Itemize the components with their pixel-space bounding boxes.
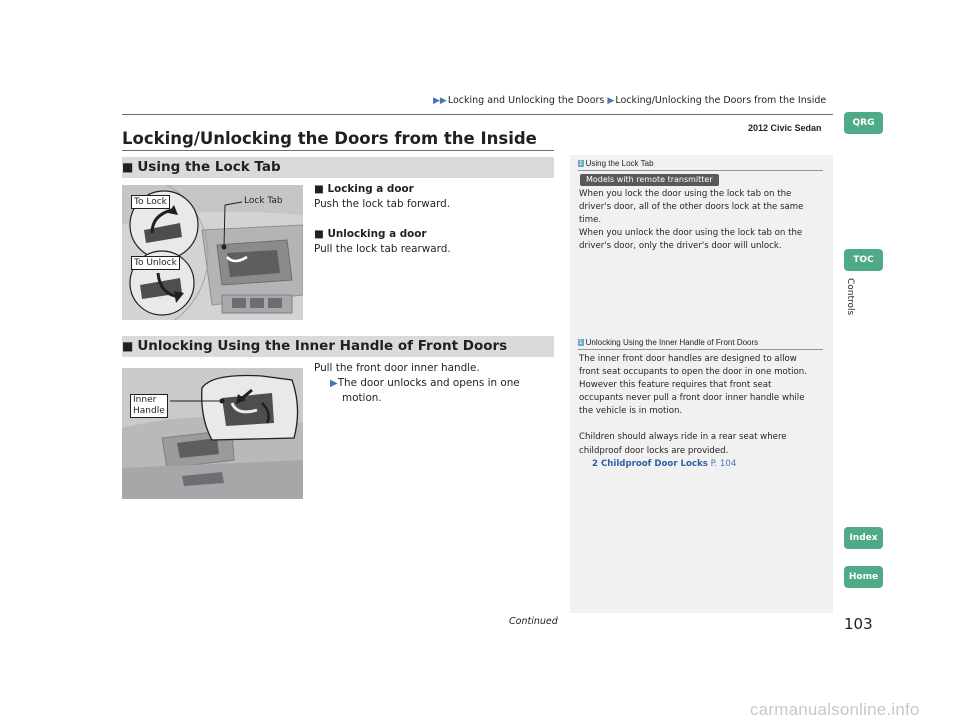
sidebar-note-lock-tab-body — [579, 188, 827, 253]
lock-tab-figure — [122, 185, 303, 320]
breadcrumb-arrow-icon: ▶▶ — [433, 96, 447, 106]
section-square-icon: ■ — [122, 339, 134, 353]
note-line: childproof door locks are provided. — [579, 445, 729, 456]
locking-heading: Locking a door — [327, 183, 414, 195]
note-line: When you lock the door using the lock tab on the — [579, 189, 792, 199]
breadcrumb-arrow-icon: ▶ — [607, 96, 615, 106]
figure-label-to-unlock: To Unlock — [131, 256, 180, 270]
inner-handle-block — [314, 361, 520, 406]
note-title: Using the Lock Tab — [585, 159, 654, 168]
sidebar-note-inner-handle-title — [578, 338, 758, 347]
figure-label-handle: Handle — [133, 406, 165, 416]
locking-text: Push the lock tab forward. — [314, 198, 451, 210]
chapter-label: Controls — [845, 278, 855, 316]
section-heading-text: Unlocking Using the Inner Handle of Front Doors — [137, 338, 508, 354]
result-arrow-icon: ▶ — [330, 378, 338, 389]
breadcrumb-part1[interactable]: Locking and Unlocking the Doors — [447, 95, 605, 106]
page-title: Locking/Unlocking the Doors from the Inside — [122, 129, 537, 148]
door-handle-illustration — [122, 368, 303, 499]
note-line: However this feature requires that front seat — [579, 380, 772, 391]
watermark: carmanualsonline.info — [750, 700, 920, 719]
model-name: 2012 Civic Sedan — [748, 123, 822, 133]
sidebar-note-inner-handle-body — [579, 353, 827, 471]
sidebar-rule — [578, 170, 823, 171]
index-button[interactable]: Index — [844, 527, 883, 549]
breadcrumb[interactable] — [433, 95, 826, 106]
childproof-reference[interactable] — [579, 458, 827, 471]
unlocking-text: Pull the lock tab rearward. — [314, 243, 451, 255]
note-line: front seat occupants to open the door in one motion. — [579, 367, 807, 378]
figure-label-lock-tab: Lock Tab — [244, 196, 283, 206]
section-heading-inner-handle — [122, 336, 554, 357]
toc-button[interactable]: TOC — [844, 249, 883, 271]
page-number: 103 — [844, 615, 873, 633]
section-heading-lock-tab — [122, 157, 554, 178]
note-line: When you unlock the door using the lock tab on the — [579, 228, 803, 239]
note-line: driver's door, all of the other doors lock at the same — [579, 202, 804, 213]
note-marker-icon: 1 — [579, 160, 583, 167]
note-line: occupants never pull a front door inner handle while — [579, 393, 805, 404]
breadcrumb-part2[interactable]: Locking/Unlocking the Doors from the Inside — [615, 95, 827, 106]
note-line: The inner front door handles are designed to allow — [579, 354, 797, 364]
note-marker-icon: 1 — [579, 339, 583, 346]
qrg-button[interactable]: QRG — [844, 112, 883, 134]
figure-label-to-lock: To Lock — [131, 195, 170, 209]
continued-label: Continued — [509, 616, 558, 627]
title-rule — [122, 150, 554, 151]
home-button[interactable]: Home — [844, 566, 883, 588]
inner-handle-figure — [122, 368, 303, 499]
locking-block — [314, 182, 451, 257]
reference-marker-icon: 2 — [592, 458, 598, 469]
bullet-square-icon: ■ — [314, 183, 324, 195]
note-line: the vehicle is in motion. — [579, 406, 683, 417]
note-line: Children should always ride in a rear seat where — [579, 432, 787, 443]
unlocking-heading: Unlocking a door — [327, 228, 427, 240]
reference-page[interactable]: P. 104 — [710, 458, 737, 469]
instruction-text: Pull the front door inner handle. — [314, 362, 480, 374]
note-line: time. — [579, 215, 602, 226]
childproof-link[interactable]: Childproof Door Locks — [600, 458, 708, 469]
sidebar-note-lock-tab-title — [578, 159, 654, 168]
figure-label-inner: Inner — [133, 395, 157, 405]
header-rule — [122, 114, 833, 115]
section-heading-text: Using the Lock Tab — [137, 159, 281, 175]
note-title: Unlocking Using the Inner Handle of Front Doors — [585, 338, 759, 347]
figure-label-inner-handle — [130, 394, 168, 418]
result-text-1: The door unlocks and opens in one — [337, 377, 520, 389]
result-text-2: motion. — [342, 392, 382, 404]
section-square-icon: ■ — [122, 160, 134, 174]
bullet-square-icon: ■ — [314, 228, 324, 240]
models-badge: Models with remote transmitter — [580, 174, 719, 186]
sidebar-rule — [578, 349, 823, 350]
note-line: driver's door, only the driver's door will unlock. — [579, 241, 782, 252]
